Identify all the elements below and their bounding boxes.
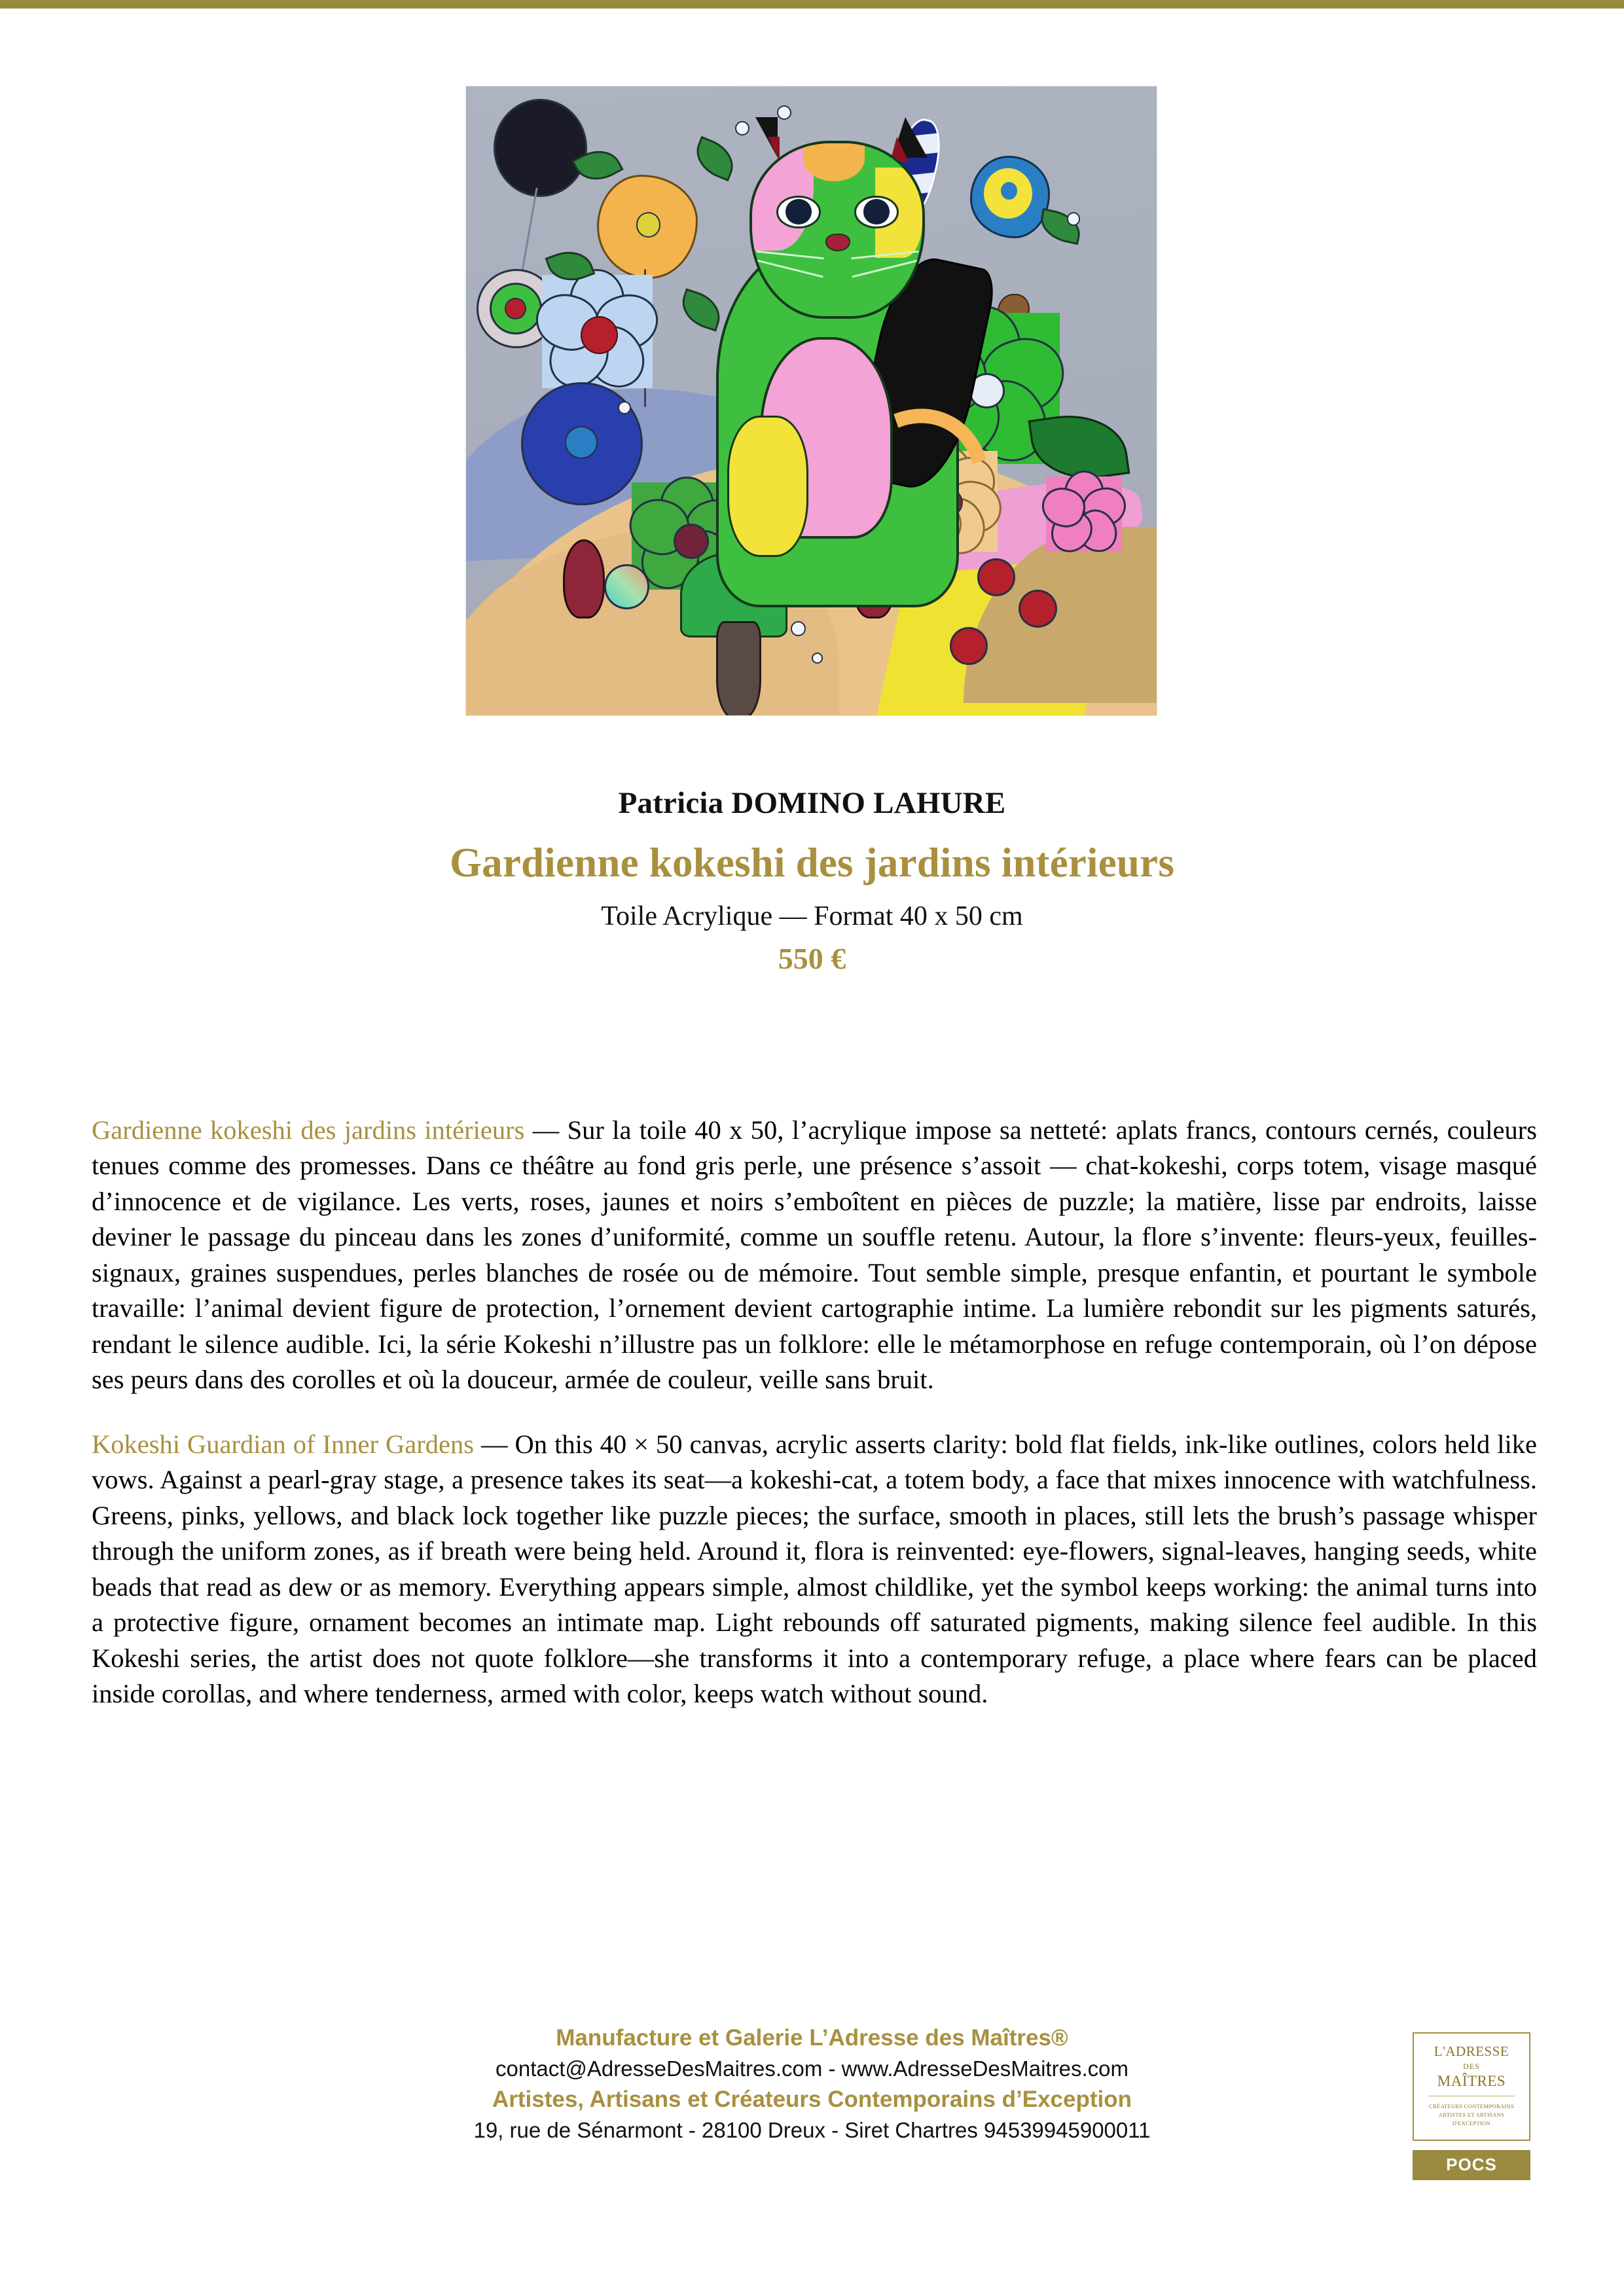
description-fr-text: — Sur la toile 40 x 50, l’acrylique impose sa netteté: aplats francs, contours cernés, couleurs tenues comme des promesses. Dans ce théâtre au fond gris perle, une présence s’assoit — chat-kokeshi, corps totem, visage masqué d’innocence et de vigilance. Les verts, roses, jaunes et noirs s’emboîtent en pièces de puzzle; la matière, lisse par endroits, laisse deviner le passage du pinceau dans les zones d’uniformité, comme un souffle retenu. Autour, la flore s’invente: fleurs-yeux, feuilles-signaux, graines suspendues, perles blanches de rosée ou de mémoire. Tout semble simple, presque enfantin, et pourtant le symbole travaille: l’animal devient figure de protection, l’ornement devient cartographie intime. La lumière rebondit sur les pigments saturés, rendant le silence audible. Ici, la série Kokeshi n’illustre pas un folklore: elle le métamorphose en refuge contemporain, où l’on dépose ses peurs dans des corolles et où la douceur, armée de couleur, veille sans bruit.	[92, 1115, 1537, 1395]
page-footer	[0, 2022, 1624, 2145]
logo-sub-exception: D'EXCEPTION	[1452, 2119, 1491, 2126]
bead-globe-icon	[604, 564, 649, 609]
artwork-title: Gardienne kokeshi des jardins intérieurs	[449, 840, 1175, 886]
cat-whisker	[757, 260, 823, 278]
flower-eye-left-pupil-icon	[505, 298, 526, 319]
mushroom-stem-icon	[716, 621, 761, 715]
top-accent-bar	[0, 0, 1624, 9]
cat-pupil-left	[785, 199, 812, 224]
cat-eye-left-icon	[776, 196, 821, 229]
logo-frame	[1413, 2032, 1530, 2141]
flower-yellow-blue-pupil-icon	[1001, 182, 1017, 200]
cherry-icon	[1019, 590, 1057, 628]
footer-company-name: Manufacture et Galerie L’Adresse des Maîtres®	[556, 2025, 1068, 2051]
dew-bead-icon	[618, 401, 631, 414]
cat-face	[749, 141, 925, 319]
logo-line-adresse: L'ADRESSE	[1434, 2043, 1509, 2059]
berry-cluster-icon	[563, 539, 605, 619]
footer-address: 19, rue de Sénarmont - 28100 Dreux - Siret Chartres 94539945900011	[473, 2118, 1151, 2143]
cat-body-yellow-patch	[727, 416, 808, 557]
brand-logo	[1413, 2032, 1530, 2180]
flower-orange-center-icon	[636, 212, 661, 238]
artwork-image	[466, 86, 1157, 715]
description-en-lead: Kokeshi Guardian of Inner Gardens	[92, 1429, 474, 1459]
flower-dahlia-center-icon	[565, 426, 598, 459]
pocs-badge: POCS	[1413, 2150, 1530, 2180]
logo-line-maitres: MAÎTRES	[1437, 2073, 1506, 2090]
flower-beaded-pom-icon	[494, 99, 587, 197]
cat-nose-icon	[825, 234, 850, 252]
artwork-price: 550 €	[778, 942, 846, 975]
flower-pink-small-icon	[1046, 476, 1122, 552]
cherry-icon	[950, 627, 988, 665]
cat-pupil-right	[863, 199, 890, 224]
cat-head	[738, 121, 931, 317]
dew-bead-icon	[791, 621, 806, 636]
artist-name: Patricia DOMINO LAHURE	[618, 786, 1006, 820]
flower-lightblue-center-icon	[581, 316, 618, 354]
footer-tagline: Artistes, Artisans et Créateurs Contemporains d’Exception	[492, 2086, 1132, 2112]
cat-figure	[694, 111, 970, 602]
cat-whisker	[852, 260, 918, 278]
logo-sub-artistes: ARTISTES ET ARTISANS	[1438, 2111, 1505, 2119]
cat-whisker	[756, 251, 824, 260]
cat-eye-right-icon	[854, 196, 899, 229]
cherry-icon	[977, 558, 1016, 596]
description-paragraph-fr	[92, 1113, 1537, 1398]
description-paragraph-en	[92, 1427, 1537, 1712]
footer-contact[interactable]: contact@AdresseDesMaitres.com - www.AdresseDesMaitres.com	[496, 2056, 1128, 2081]
logo-sub-createurs: CRÉATEURS CONTEMPORAINS	[1429, 2103, 1514, 2110]
artwork-medium: Toile Acrylique — Format 40 x 50 cm	[601, 901, 1023, 931]
description-en-text: — On this 40 × 50 canvas, acrylic asserts clarity: bold flat fields, ink-like outlines, colors held like vows. Against a pearl-gray stage, a presence takes its seat—a kokeshi-cat, a totem body, a face that mixes innocence with watchfulness. Greens, pinks, yellows, and black lock together like puzzle pieces; the surface, smooth in places, still lets the brush’s passage whisper through the uniform zones, as if breath were being held. Around it, flora is reinvented: eye-flowers, signal-leaves, hanging seeds, white beads that read as dew or as memory. Everything appears simple, almost childlike, yet the symbol keeps working: the animal turns into a protective figure, ornament becomes an intimate map. Light rebounds off saturated pigments, making silence feel audible. In this Kokeshi series, the artist does not quote folklore—she transforms it into a contemporary refuge, a place where fears can be placed inside corollas, and where tenderness, armed with color, keeps watch without sound.	[92, 1429, 1537, 1709]
logo-line-des: DES	[1463, 2062, 1480, 2072]
description-fr-lead: Gardienne kokeshi des jardins intérieurs	[92, 1115, 525, 1145]
dew-bead-icon	[1067, 212, 1080, 225]
description-column	[92, 1113, 1537, 1741]
